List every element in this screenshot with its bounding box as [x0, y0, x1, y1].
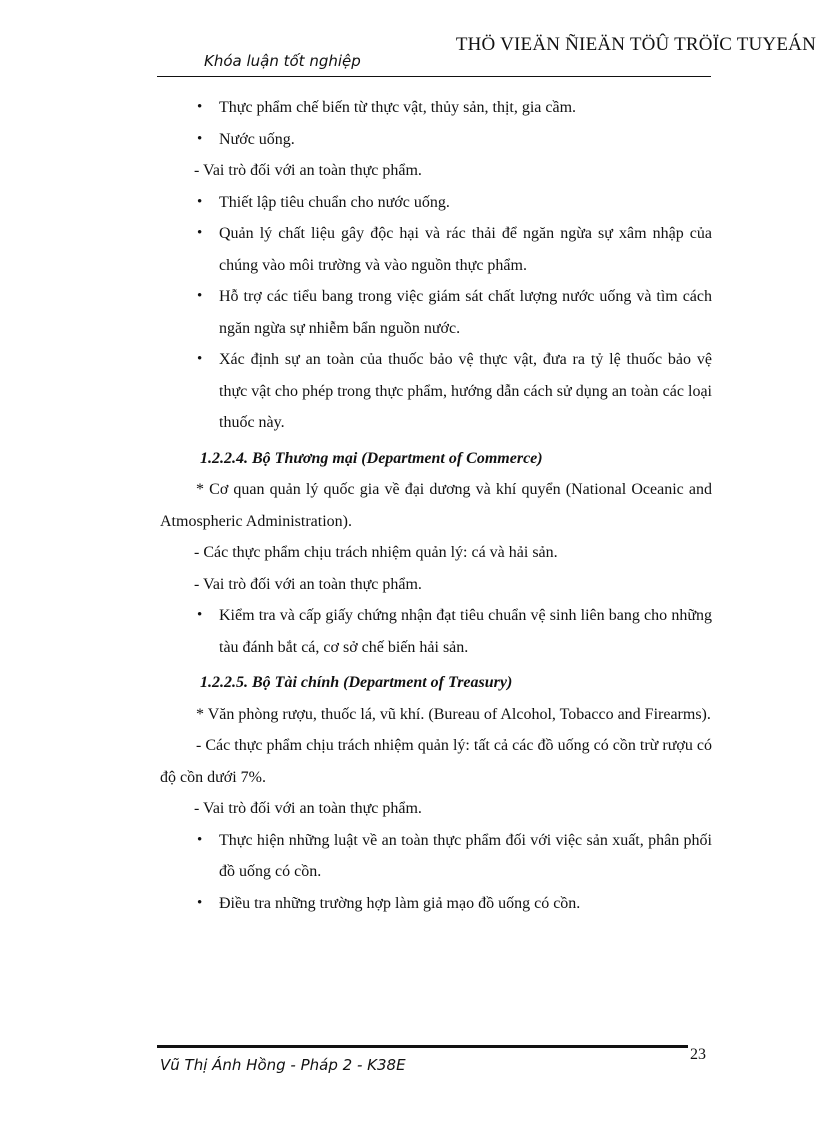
list-item: • Quản lý chất liệu gây độc hại và rác thải để ngăn ngừa sự xâm nhập của chúng vào môi trường và vào nguồn thực phẩm. — [160, 218, 712, 281]
list-item: • Thực hiện những luật về an toàn thực phẩm đối với việc sản xuất, phân phối đồ uống có cồn. — [160, 825, 712, 888]
list-item: • Nước uống. — [160, 124, 712, 156]
dash-paragraph: - Các thực phẩm chịu trách nhiệm quản lý: cá và hải sản. — [194, 544, 558, 561]
watermark-text: THÖ VIEÄN ÑIEÄN TÖÛ TRÖÏC TUYEÁN — [455, 34, 816, 55]
paragraph: * Văn phòng rượu, thuốc lá, vũ khí. (Bureau of Alcohol, Tobacco and Firearms). — [196, 705, 711, 723]
section-heading: 1.2.2.5. Bộ Tài chính (Department of Treasury) — [200, 674, 513, 691]
bullet-list — [160, 187, 712, 439]
page-number: 23 — [690, 1046, 706, 1063]
list-item: • Xác định sự an toàn của thuốc bảo vệ thực vật, đưa ra tỷ lệ thuốc bảo vệ thực vật cho phép trong thực phẩm, hướng dẫn cách sử dụng an toàn các loại thuốc này. — [160, 344, 712, 439]
footer-rule — [157, 1045, 688, 1048]
list-item: • Hỗ trợ các tiểu bang trong việc giám sát chất lượng nước uống và tìm cách ngăn ngừa sự nhiễm bẩn nguồn nước. — [160, 281, 712, 344]
bullet-list — [160, 600, 712, 663]
list-item: • Thiết lập tiêu chuẩn cho nước uống. — [160, 187, 712, 219]
page-content — [160, 92, 712, 919]
paragraph: * Cơ quan quản lý quốc gia về đại dương và khí quyển (National Oceanic and Atmospheric Administration). — [160, 481, 712, 530]
dash-paragraph: - Vai trò đối với an toàn thực phẩm. — [194, 575, 422, 593]
dash-paragraph: - Vai trò đối với an toàn thực phẩm. — [194, 162, 422, 179]
bullet-list — [160, 92, 712, 155]
list-item: • Kiểm tra và cấp giấy chứng nhận đạt tiêu chuẩn vệ sinh liên bang cho những tàu đánh bắt cá, cơ sở chế biến hải sản. — [160, 600, 712, 663]
dash-paragraph: - Vai trò đối với an toàn thực phẩm. — [194, 800, 422, 817]
bullet-list — [160, 825, 712, 920]
footer-author: Vũ Thị Ánh Hồng - Pháp 2 - K38E — [160, 1056, 406, 1074]
header-title: Khóa luận tốt nghiệp — [204, 52, 361, 70]
section-heading: 1.2.2.4. Bộ Thương mại (Department of Commerce) — [200, 449, 543, 467]
list-item: • Thực phẩm chế biến từ thực vật, thủy sản, thịt, gia cầm. — [160, 92, 712, 124]
header-rule — [157, 76, 711, 77]
paragraph: - Các thực phẩm chịu trách nhiệm quản lý: tất cả các đồ uống có cồn trừ rượu có độ cồn dưới 7%. — [160, 737, 712, 786]
list-item: • Điều tra những trường hợp làm giả mạo đồ uống có cồn. — [160, 888, 712, 920]
